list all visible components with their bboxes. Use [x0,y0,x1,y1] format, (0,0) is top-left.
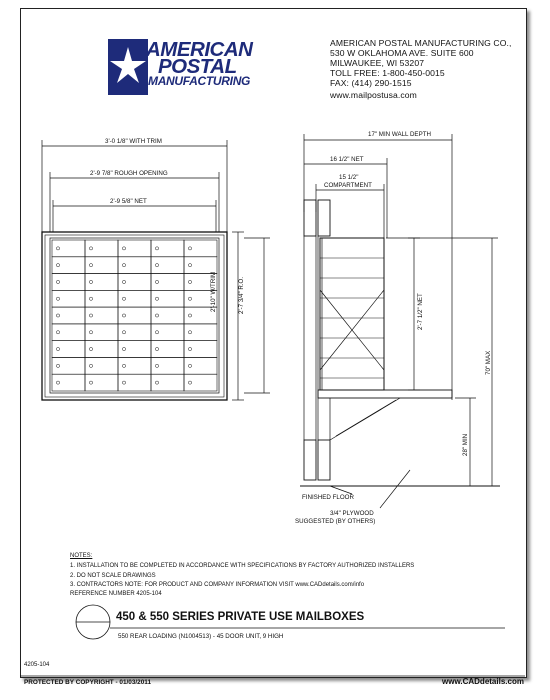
door-lock-icon [89,381,92,384]
note-item: 2. DO NOT SCALE DRAWINGS [70,573,156,579]
door-lock-icon [155,347,158,350]
dim-net-width: 2'-9 5/8" NET [110,198,147,205]
door-lock-icon [56,331,59,334]
company-toll-free: TOLL FREE: 1-800-450-0015 [330,68,445,78]
mailbox-door [85,341,118,358]
mailbox-door [184,357,217,374]
notes-heading: NOTES: [70,553,93,559]
mailbox-door [85,307,118,324]
dim-rough-opening-width: 2'-9 7/8" ROUGH OPENING [90,170,168,177]
mailbox-door [85,357,118,374]
mailbox-door [151,290,184,307]
label-plywood: 3/4" PLYWOOD [330,510,374,517]
door-lock-icon [122,297,125,300]
mailbox-door [151,240,184,257]
dim-rough-opening-height: 2'-7 3/4" R.O. [238,276,245,314]
footer-copyright: PROTECTED BY COPYRIGHT - 01/03/2011 [24,679,152,686]
footer-reference: 4205-104 [24,662,50,668]
door-lock-icon [122,364,125,367]
company-website[interactable]: www.mailpostusa.com [330,90,417,100]
door-lock-icon [188,280,191,283]
door-lock-icon [155,264,158,267]
label-plywood-note: SUGGESTED (BY OTHERS) [295,518,376,525]
door-lock-icon [155,381,158,384]
door-lock-icon [89,364,92,367]
company-address-2: MILWAUKEE, WI 53207 [330,58,425,68]
dim-height-with-trim: 2'-10" W/TRIM [210,271,217,312]
company-name: AMERICAN POSTAL MANUFACTURING CO., [330,38,512,48]
door-lock-icon [122,381,125,384]
mailbox-door [52,257,85,274]
dim-min-height: 28" MIN [462,433,469,456]
company-address-1: 530 W OKLAHOMA AVE. SUITE 600 [330,48,474,58]
door-lock-icon [89,247,92,250]
mailbox-door [52,290,85,307]
note-item: 1. INSTALLATION TO BE COMPLETED IN ACCORDANCE WITH SPECIFICATIONS BY FACTORY AUTHORIZED INSTALLERS [70,563,415,569]
label-finished-floor: FINISHED FLOOR [302,494,354,501]
door-lock-icon [122,331,125,334]
door-lock-icon [155,331,158,334]
mailbox-door [52,274,85,291]
door-lock-icon [122,247,125,250]
company-fax: FAX: (414) 290-1515 [330,78,412,88]
mailbox-door [184,240,217,257]
logo-line-manufacturing: MANUFACTURING [148,74,251,88]
mailbox-door [151,257,184,274]
door-lock-icon [188,364,191,367]
door-lock-icon [155,364,158,367]
door-lock-icon [188,347,191,350]
door-lock-icon [188,247,191,250]
door-lock-icon [56,297,59,300]
logo-line-american: AMERICAN [146,38,253,61]
mailbox-door [118,324,151,341]
note-item: REFERENCE NUMBER 4205-104 [70,591,162,597]
door-lock-icon [155,314,158,317]
door-lock-icon [89,264,92,267]
mailbox-door [85,257,118,274]
door-lock-icon [56,264,59,267]
mailbox-door [52,374,85,391]
mailbox-door [118,374,151,391]
door-lock-icon [122,280,125,283]
mailbox-door [118,290,151,307]
door-lock-icon [188,264,191,267]
mailbox-door [85,274,118,291]
footer-site[interactable]: www.CADdetails.com [442,677,524,686]
mailbox-door [85,324,118,341]
mailbox-door [184,374,217,391]
mailbox-door [118,240,151,257]
door-lock-icon [56,280,59,283]
mailbox-door [85,290,118,307]
dim-max-height: 70" MAX [485,350,492,375]
mailbox-door [118,257,151,274]
dim-net-height: 2'-7 1/2" NET [417,293,424,330]
door-lock-icon [188,381,191,384]
mailbox-door [52,240,85,257]
dim-wall-depth: 17" MIN WALL DEPTH [368,131,431,138]
door-lock-icon [122,264,125,267]
door-lock-icon [188,314,191,317]
note-item: 3. CONTRACTORS NOTE: FOR PRODUCT AND COMPANY INFORMATION VISIT www.CADdetails.com/info [70,582,365,588]
dim-compartment-label: COMPARTMENT [324,182,372,189]
dim-width-with-trim: 3'-0 1/8" WITH TRIM [105,138,162,145]
mailbox-door [85,374,118,391]
drawing-subtitle: 550 REAR LOADING (N1004513) - 45 DOOR UNIT, 9 HIGH [118,633,284,640]
door-lock-icon [122,347,125,350]
mailbox-door [184,324,217,341]
mailbox-door [52,341,85,358]
mailbox-door [52,357,85,374]
door-lock-icon [89,347,92,350]
door-lock-icon [122,314,125,317]
drawing-title: 450 & 550 SERIES PRIVATE USE MAILBOXES [116,611,365,623]
door-lock-icon [89,280,92,283]
mailbox-door [151,374,184,391]
door-grid [52,240,217,391]
mailbox-door [151,341,184,358]
door-lock-icon [155,247,158,250]
mailbox-door [85,240,118,257]
door-lock-icon [89,331,92,334]
door-lock-icon [155,280,158,283]
dim-compartment-depth: 15 1/2" [339,174,359,181]
door-lock-icon [155,297,158,300]
mailbox-door [52,324,85,341]
mailbox-door [151,307,184,324]
mailbox-door [151,324,184,341]
mailbox-door [118,274,151,291]
door-lock-icon [56,347,59,350]
mailbox-door [118,341,151,358]
mailbox-door [184,341,217,358]
door-lock-icon [56,247,59,250]
door-lock-icon [56,381,59,384]
mailbox-door [52,307,85,324]
door-lock-icon [56,314,59,317]
door-lock-icon [56,364,59,367]
door-lock-icon [89,297,92,300]
mailbox-door [118,357,151,374]
door-lock-icon [89,314,92,317]
door-lock-icon [188,297,191,300]
mailbox-door [118,307,151,324]
dim-net-depth: 16 1/2" NET [330,156,364,163]
mailbox-door [151,357,184,374]
logo-line-postal: POSTAL [158,55,237,78]
mailbox-door [151,274,184,291]
door-lock-icon [188,331,191,334]
